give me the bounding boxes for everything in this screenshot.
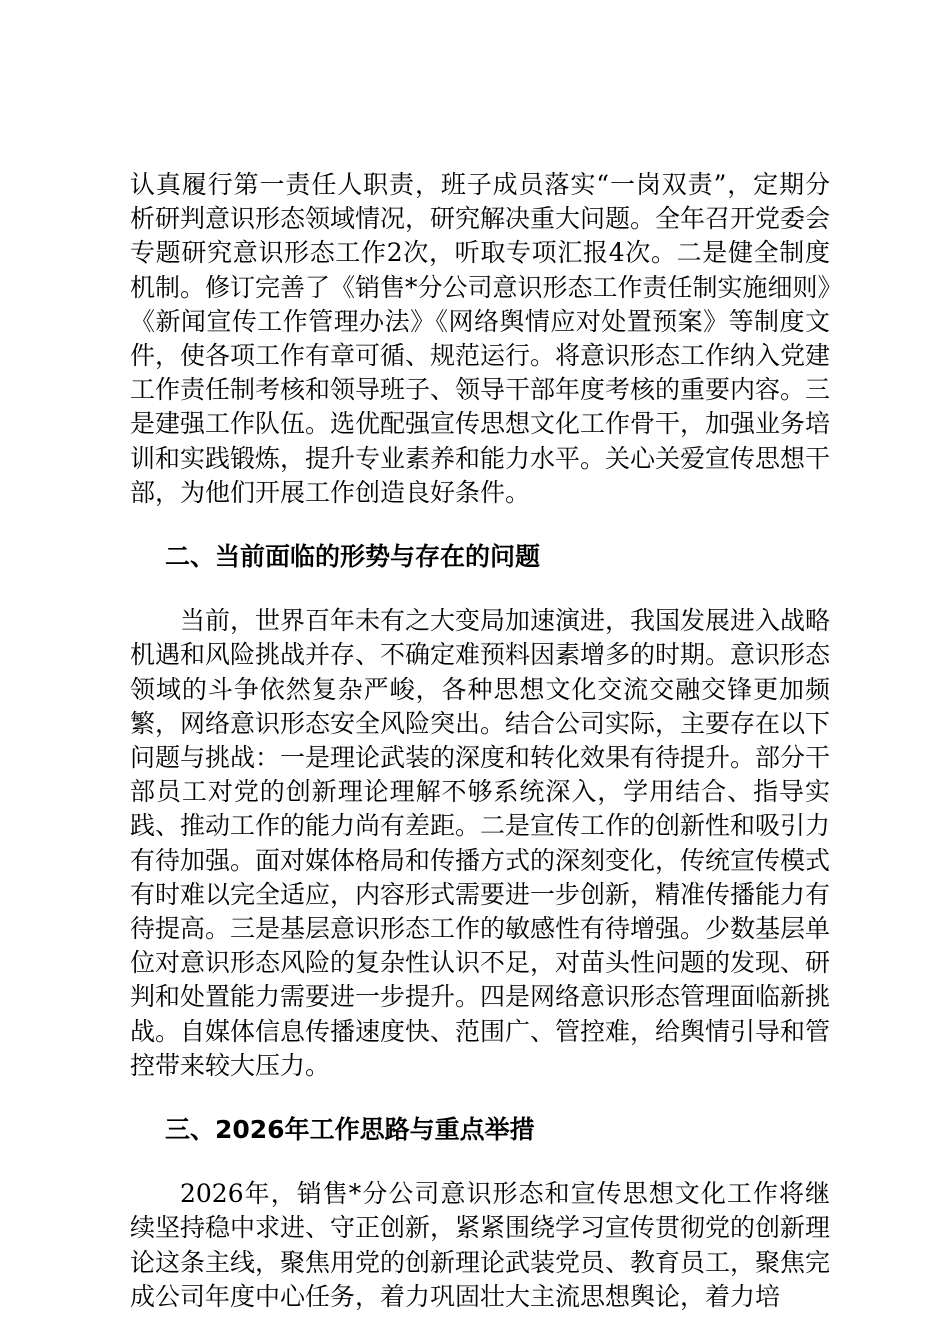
body-paragraph-2: 当前，世界百年未有之大变局加速演进，我国发展进入战略机遇和风险挑战并存、不确定难预料因素增多的时期。意识形态领域的斗争依然复杂严峻，各种思想文化交流交融交锋更加频繁，网络意识形态安全风险突出。结合公司实际，主要存在以下问题与挑战：一是理论武装的深度和转化效果有待提升。部分干部员工对党的创新理论理解不够系统深入，学用结合、指导实践、推动工作的能力尚有差距。二是宣传工作的创新性和吸引力有待加强。面对媒体格局和传播方式的深刻变化，传统宣传模式有时难以完全适应，内容形式需要进一步创新，精准传播能力有待提高。三是基层意识形态工作的敏感性有待增强。少数基层单位对意识形态风险的复杂性认识不足，对苗头性问题的发现、研判和处置能力需要进一步提升。四是网络意识形态管理面临新挑战。自媒体信息传播速度快、范围广、管控难，给舆情引导和管控带来较大压力。 xyxy=(130,606,831,1080)
spacer xyxy=(130,1083,830,1113)
section-heading-2: 二、当前面临的形势与存在的问题 xyxy=(165,542,541,572)
body-paragraph-3: 2026年，销售*分公司意识形态和宣传思想文化工作将继续坚持稳中求进、守正创新，紧紧围绕学习宣传贯彻党的创新理论这条主线，聚焦用党的创新理论武装党员、教育员工，聚焦完成公司年度中心任务，着力巩固壮大主流思想舆论，着力培 xyxy=(130,1179,831,1311)
spacer xyxy=(130,574,830,604)
section-heading-3: 三、2026年工作思路与重点举措 xyxy=(165,1115,535,1145)
spacer xyxy=(130,1147,830,1177)
spacer xyxy=(130,510,830,540)
body-paragraph-1: 认真履行第一责任人职责，班子成员落实“一岗双责”，定期分析研判意识形态领域情况，研究解决重大问题。全年召开党委会专题研究意识形态工作2次，听取专项汇报4次。二是健全制度机制。修订完善了《销售*分公司意识形态工作责任制实施细则》《新闻宣传工作管理办法》《网络舆情应对处置预案》等制度文件，使各项工作有章可循、规范运行。将意识形态工作纳入党建工作责任制考核和领导班子、领导干部年度考核的重要内容。三是建强工作队伍。选优配强宣传思想文化工作骨干，加强业务培训和实践锻炼，提升专业素养和能力水平。关心关爱宣传思想干部，为他们开展工作创造良好条件。 xyxy=(130,170,831,507)
document-page xyxy=(130,168,830,1314)
